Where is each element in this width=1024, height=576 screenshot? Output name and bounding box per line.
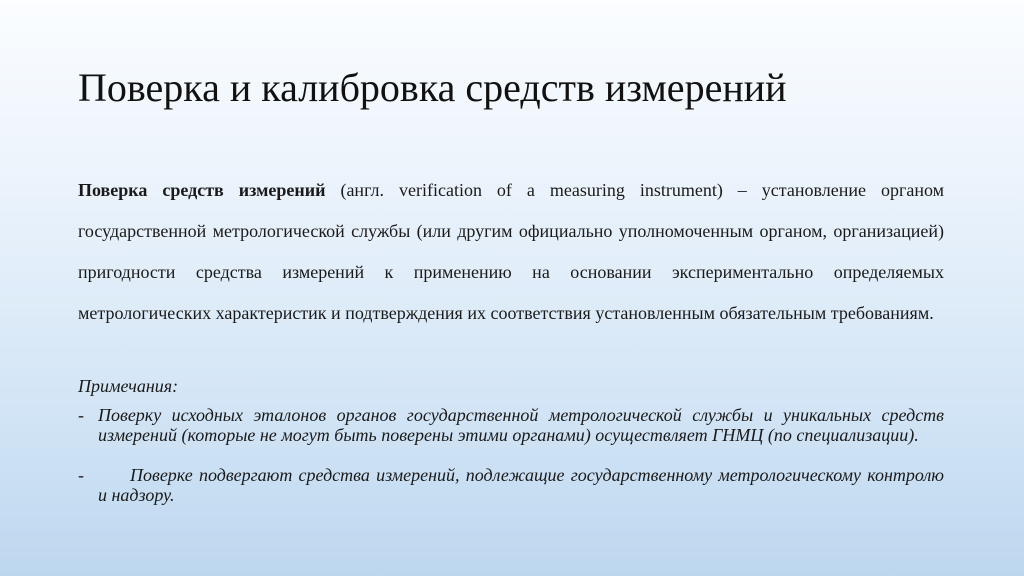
- note-item: [78, 405, 944, 445]
- note-text: Поверке подвергают средства измерений, подлежащие государственному метрологическому контролю и надзору.: [98, 465, 944, 505]
- notes-heading: Примечания:: [78, 376, 179, 396]
- note-item: [78, 465, 944, 505]
- slide-title: Поверка и калибровка средств измерений: [78, 65, 787, 110]
- definition-paragraph: [78, 170, 944, 334]
- definition-term: Поверка средств измерений: [78, 180, 326, 200]
- note-bullet: -: [78, 405, 84, 425]
- note-text: Поверку исходных эталонов органов государственной метрологической службы и уникальных средств измерений (которые не могут быть поверены этими органами) осуществляет ГНМЦ (по специализации).: [98, 405, 944, 445]
- note-bullet: -: [78, 465, 84, 485]
- definition-text: (англ. verification of a measuring instrument) – установление органом государственной метрологической службы (или другим официально уполномоченным органом, организацией) пригодности средства измерений к применению на основании экспериментально определяемых метрологических характеристик и подтверждения их соответствия установленным обязательным требованиям.: [78, 180, 945, 323]
- notes-list: [78, 405, 944, 505]
